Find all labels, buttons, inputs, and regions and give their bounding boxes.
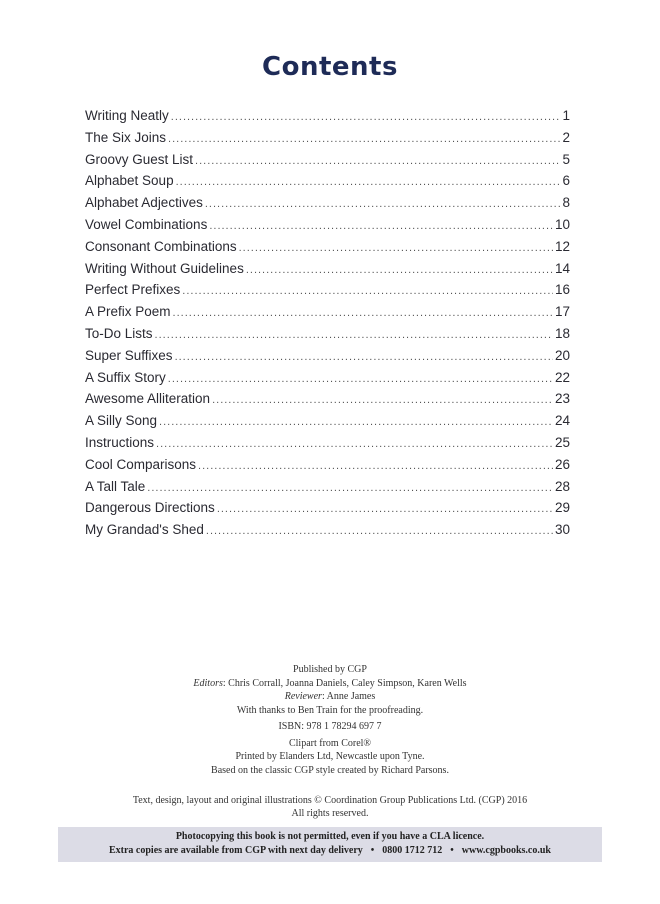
toc-entry-title: A Suffix Story bbox=[85, 369, 166, 385]
toc-entry[interactable] bbox=[85, 108, 570, 130]
toc-entry[interactable] bbox=[85, 326, 570, 348]
toc-entry[interactable] bbox=[85, 152, 570, 174]
editors-label: Editors bbox=[193, 677, 223, 689]
toc-leader-dots bbox=[175, 351, 553, 363]
reviewer-name: : Anne James bbox=[321, 691, 376, 702]
toc-entry-page: 6 bbox=[562, 173, 570, 189]
reviewer-line bbox=[0, 690, 660, 704]
toc-entry-title: To-Do Lists bbox=[85, 325, 153, 341]
toc-entry[interactable] bbox=[85, 348, 570, 370]
toc-entry-title: Writing Without Guidelines bbox=[85, 260, 244, 276]
toc-entry-title: Dangerous Directions bbox=[85, 500, 215, 516]
style-credit: Based on the classic CGP style created by Richard Parsons. bbox=[211, 764, 449, 776]
toc-leader-dots bbox=[155, 329, 553, 341]
toc-entry-title: Alphabet Soup bbox=[85, 173, 174, 189]
toc-leader-dots bbox=[168, 373, 553, 385]
toc-entry-page: 16 bbox=[554, 282, 570, 298]
toc-entry[interactable] bbox=[85, 173, 570, 195]
toc-entry[interactable] bbox=[85, 413, 570, 435]
toc-leader-dots bbox=[168, 133, 560, 145]
toc-entry-title: A Prefix Poem bbox=[85, 304, 171, 320]
toc-entry-title: Perfect Prefixes bbox=[85, 282, 181, 298]
toc-entry-page: 10 bbox=[554, 216, 570, 232]
toc-entry-page: 30 bbox=[554, 522, 570, 538]
toc-entry[interactable] bbox=[85, 522, 570, 544]
toc-entry-title: A Silly Song bbox=[85, 413, 158, 429]
toc-entry[interactable] bbox=[85, 391, 570, 413]
toc-entry-page: 29 bbox=[554, 500, 570, 516]
bullet-separator: • bbox=[370, 845, 375, 856]
published-by: Published by CGP bbox=[293, 664, 367, 675]
toc-leader-dots bbox=[198, 460, 553, 472]
toc-entry-title: Vowel Combinations bbox=[85, 216, 208, 232]
toc-entry-page: 26 bbox=[554, 456, 570, 472]
phone-number: 0800 1712 712 bbox=[382, 845, 443, 856]
toc-entry-page: 1 bbox=[562, 108, 570, 123]
toc-entry-title: The Six Joins bbox=[85, 129, 167, 145]
toc-entry[interactable] bbox=[85, 261, 570, 283]
toc-entry-title: Cool Comparisons bbox=[85, 456, 197, 472]
isbn: ISBN: 978 1 78294 697 7 bbox=[278, 721, 382, 732]
toc-leader-dots bbox=[212, 394, 553, 406]
toc-entry-title: Consonant Combinations bbox=[85, 238, 237, 254]
toc-entry[interactable] bbox=[85, 239, 570, 261]
website-link[interactable]: www.cgpbooks.co.uk bbox=[461, 845, 551, 856]
toc-entry-page: 17 bbox=[554, 304, 570, 320]
rights-line: All rights reserved. bbox=[291, 808, 369, 819]
toc-leader-dots bbox=[171, 111, 561, 123]
thanks-line: With thanks to Ben Train for the proofreading. bbox=[236, 704, 424, 716]
toc-entry-page: 22 bbox=[554, 369, 570, 385]
copyright-line: Text, design, layout and original illustrations © Coordination Group Publications Ltd. (CGP) 2016 bbox=[132, 795, 528, 806]
printer-credit: Printed by Elanders Ltd, Newcastle upon Tyne. bbox=[235, 751, 425, 762]
toc-entry[interactable] bbox=[85, 435, 570, 457]
toc-entry-title: Instructions bbox=[85, 434, 155, 450]
toc-entry-page: 28 bbox=[554, 478, 570, 494]
toc-leader-dots bbox=[182, 285, 553, 297]
toc-leader-dots bbox=[159, 416, 553, 428]
toc-leader-dots bbox=[173, 307, 553, 319]
reviewer-label: Reviewer bbox=[284, 691, 322, 702]
table-of-contents bbox=[85, 108, 570, 544]
toc-entry-page: 5 bbox=[562, 151, 570, 167]
toc-entry[interactable] bbox=[85, 217, 570, 239]
toc-entry-title: Super Suffixes bbox=[85, 347, 173, 363]
toc-entry[interactable] bbox=[85, 304, 570, 326]
toc-entry[interactable] bbox=[85, 282, 570, 304]
toc-leader-dots bbox=[246, 264, 553, 276]
toc-entry-page: 8 bbox=[562, 195, 570, 211]
toc-entry-page: 20 bbox=[554, 347, 570, 363]
toc-entry-title: Writing Neatly bbox=[85, 108, 169, 123]
toc-leader-dots bbox=[176, 176, 561, 188]
toc-entry-title: My Grandad's Shed bbox=[85, 522, 204, 538]
toc-entry-page: 2 bbox=[562, 129, 570, 145]
toc-entry-page: 25 bbox=[554, 434, 570, 450]
page-title: Contents bbox=[262, 52, 398, 82]
toc-entry-page: 24 bbox=[554, 413, 570, 429]
photocopy-notice: Photocopying this book is not permitted, even if you have a CLA licence. bbox=[175, 831, 485, 842]
toc-leader-dots bbox=[147, 482, 553, 494]
toc-entry[interactable] bbox=[85, 130, 570, 152]
editors-names: : Chris Corrall, Joanna Daniels, Caley Simpson, Karen Wells bbox=[222, 677, 467, 689]
toc-entry-page: 18 bbox=[554, 325, 570, 341]
toc-entry-page: 14 bbox=[554, 260, 570, 276]
toc-leader-dots bbox=[209, 220, 553, 232]
editors-line bbox=[0, 677, 660, 691]
toc-entry-title: Alphabet Adjectives bbox=[85, 195, 203, 211]
copyright-info bbox=[0, 794, 660, 820]
clipart-credit: Clipart from Corel® bbox=[288, 737, 372, 749]
extra-copies-line bbox=[58, 844, 602, 858]
toc-leader-dots bbox=[205, 198, 561, 210]
toc-entry[interactable] bbox=[85, 457, 570, 479]
toc-entry-title: A Tall Tale bbox=[85, 478, 146, 494]
toc-leader-dots bbox=[156, 438, 553, 450]
toc-entry[interactable] bbox=[85, 500, 570, 522]
toc-entry-page: 23 bbox=[554, 391, 570, 407]
toc-entry[interactable] bbox=[85, 479, 570, 501]
publisher-info bbox=[0, 663, 660, 777]
toc-entry[interactable] bbox=[85, 195, 570, 217]
photocopy-notice-bar bbox=[58, 827, 602, 862]
extra-copies-text: Extra copies are available from CGP with next day delivery bbox=[108, 845, 363, 856]
toc-entry[interactable] bbox=[85, 370, 570, 392]
toc-entry-page: 12 bbox=[554, 238, 570, 254]
toc-entry-title: Groovy Guest List bbox=[85, 151, 194, 167]
toc-entry-title: Awesome Alliteration bbox=[85, 391, 211, 407]
toc-leader-dots bbox=[239, 242, 553, 254]
toc-leader-dots bbox=[206, 525, 553, 537]
bullet-separator: • bbox=[450, 845, 454, 856]
toc-leader-dots bbox=[217, 503, 553, 515]
toc-leader-dots bbox=[195, 155, 560, 167]
